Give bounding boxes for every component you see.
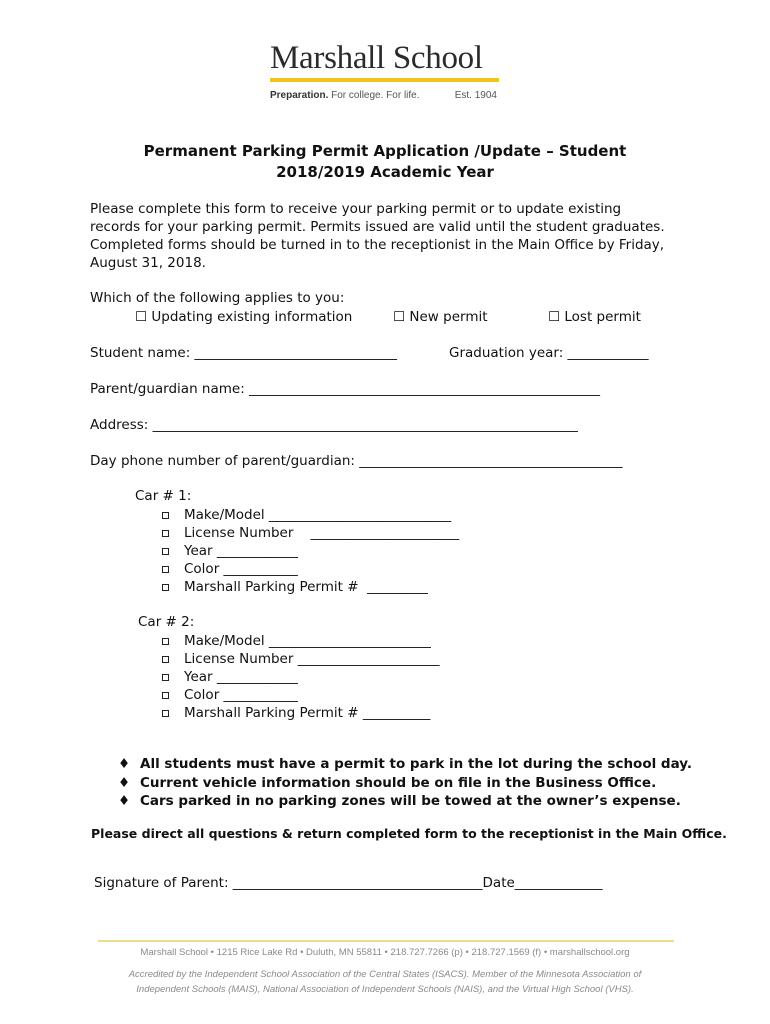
logo-accent-rule bbox=[270, 78, 499, 82]
tagline-rest: For college. For life. bbox=[328, 90, 420, 101]
intro-line1: Please complete this form to receive your parking permit or to update existing bbox=[90, 201, 622, 217]
address-field[interactable]: Address: _______________________________________________________________ bbox=[90, 417, 578, 433]
form-title-line1: Permanent Parking Permit Application /Update – Student bbox=[143, 142, 627, 160]
car1-year-checkbox-icon bbox=[162, 548, 169, 555]
rule-item bbox=[118, 774, 692, 793]
school-name: Marshall School bbox=[270, 40, 483, 76]
car2-heading: Car # 2: bbox=[138, 614, 195, 630]
car1-make-model-field[interactable]: Make/Model ___________________________ bbox=[184, 507, 452, 523]
option-new-permit-checkbox[interactable]: ☐ New permit bbox=[393, 309, 488, 325]
car1-heading: Car # 1: bbox=[135, 488, 192, 504]
option-lost-permit-checkbox[interactable]: ☐ Lost permit bbox=[548, 309, 641, 325]
parent-signature-field[interactable]: Signature of Parent: _____________________________________Date_____________ bbox=[94, 875, 603, 891]
car2-make-model-field[interactable]: Make/Model ________________________ bbox=[184, 633, 431, 649]
car1-color-field[interactable]: Color ___________ bbox=[184, 561, 298, 577]
return-instructions: Please direct all questions & return completed form to the receptionist in the Main Office. bbox=[91, 826, 727, 841]
accreditation-line1: Accredited by the Independent School Association of the Central States (ISACS). Member of the Minnesota Association of bbox=[128, 969, 642, 980]
graduation-year-field[interactable]: Graduation year: ____________ bbox=[449, 345, 649, 361]
car1-year-field[interactable]: Year ____________ bbox=[184, 543, 298, 559]
footer-divider bbox=[98, 940, 674, 942]
rule-text: All students must have a permit to park in the lot during the school day. bbox=[140, 756, 692, 772]
rule-item bbox=[118, 755, 692, 774]
rules-list bbox=[118, 755, 692, 811]
rule-item bbox=[118, 792, 692, 811]
tagline-bold: Preparation. bbox=[270, 90, 329, 101]
car1-permit-number-field[interactable]: Marshall Parking Permit # _________ bbox=[184, 579, 428, 595]
intro-line3: Completed forms should be turned in to the receptionist in the Main Office by Friday, bbox=[90, 237, 665, 253]
student-name-field[interactable]: Student name: ______________________________ bbox=[90, 345, 398, 361]
school-logo bbox=[270, 40, 502, 101]
car2-color-checkbox-icon bbox=[162, 692, 169, 699]
car2-permit-checkbox-icon bbox=[162, 710, 169, 717]
footer-accreditation bbox=[0, 967, 770, 997]
car2-make-checkbox-icon bbox=[162, 638, 169, 645]
diamond-bullet-icon: ♦ bbox=[118, 793, 131, 809]
intro-line4: August 31, 2018. bbox=[90, 255, 206, 271]
car1-make-checkbox-icon bbox=[162, 512, 169, 519]
established-year: Est. 1904 bbox=[454, 90, 497, 101]
day-phone-field[interactable]: Day phone number of parent/guardian: _______________________________________ bbox=[90, 453, 623, 469]
footer-address: Marshall School • 1215 Rice Lake Rd • Duluth, MN 55811 • 218.727.7266 (p) • 218.727.1569 (f) • marshallschool.org bbox=[140, 947, 630, 958]
form-title-line2: 2018/2019 Academic Year bbox=[276, 163, 494, 181]
form-title bbox=[0, 141, 770, 183]
option-updating-checkbox[interactable]: ☐ Updating existing information bbox=[135, 309, 353, 325]
car1-license-checkbox-icon bbox=[162, 530, 169, 537]
car1-color-checkbox-icon bbox=[162, 566, 169, 573]
car2-year-field[interactable]: Year ____________ bbox=[184, 669, 298, 685]
parent-name-field[interactable]: Parent/guardian name: ____________________________________________________ bbox=[90, 381, 601, 397]
intro-paragraph bbox=[90, 200, 690, 272]
question-prompt: Which of the following applies to you: bbox=[90, 290, 345, 306]
car2-color-field[interactable]: Color ___________ bbox=[184, 687, 298, 703]
diamond-bullet-icon: ♦ bbox=[118, 756, 131, 772]
accreditation-line2: Independent Schools (MAIS), National Association of Independent Schools (NAIS), and the Virtual High School (VHS). bbox=[136, 984, 634, 995]
car1-permit-checkbox-icon bbox=[162, 584, 169, 591]
diamond-bullet-icon: ♦ bbox=[118, 774, 131, 791]
car2-license-checkbox-icon bbox=[162, 656, 169, 663]
car2-year-checkbox-icon bbox=[162, 674, 169, 681]
rule-text: Cars parked in no parking zones will be towed at the owner’s expense. bbox=[140, 793, 681, 809]
car2-permit-number-field[interactable]: Marshall Parking Permit # __________ bbox=[184, 705, 431, 721]
car1-license-field[interactable]: License Number ______________________ bbox=[184, 525, 460, 541]
intro-line2: records for your parking permit. Permits issued are valid until the student graduates. bbox=[90, 219, 665, 235]
logo-tagline bbox=[270, 90, 497, 101]
rule-text: Current vehicle information should be on file in the Business Office. bbox=[140, 774, 657, 791]
car2-license-field[interactable]: License Number _____________________ bbox=[184, 651, 440, 667]
